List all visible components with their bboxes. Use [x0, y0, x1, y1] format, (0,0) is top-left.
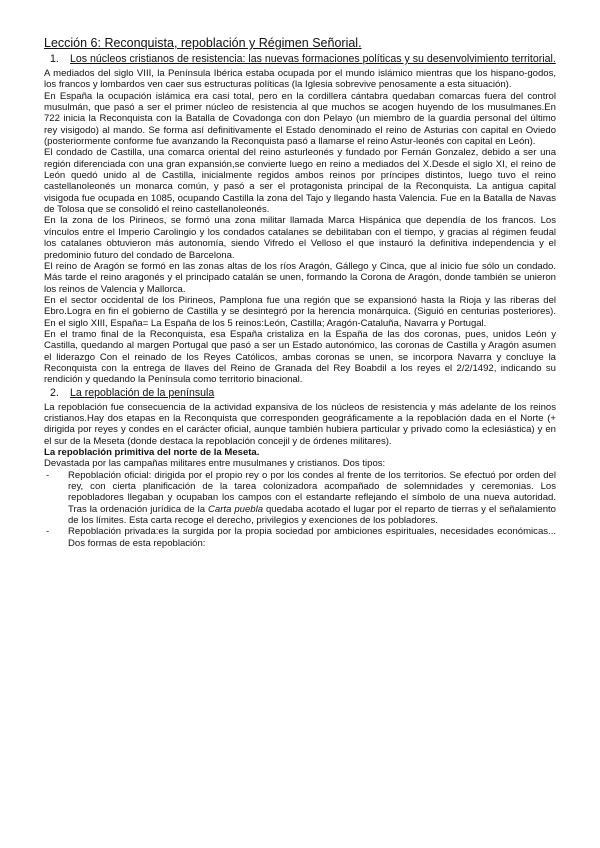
italic-term: Carta puebla	[208, 503, 264, 515]
section-2-number: 2.	[50, 386, 59, 399]
list-item	[44, 526, 556, 549]
list-item	[44, 470, 556, 527]
list-item-text-part: Repoblación privada:es la surgida por la propia sociedad por ambiciones espirituales, necesidades económicas... Dos formas de esta repoblación:	[68, 526, 556, 549]
list-item-text-part: quedaba acotado el lugar por el reparto de tierras y el señalamiento de los límites. Esta carta recoge el derecho, privilegios y exenciones de los pobladores.	[68, 503, 556, 527]
paragraph: En el tramo final de la Reconquista, esa España cristaliza en la España de las dos coronas, pues, unidos León y Castilla, quedando al margen Portugal que pasó a ser un Estado autonómico, las coronas de Castilla y Aragón asumen el liderazgo Con el reinado de los Reyes Católicos, ambas coronas se unen, se incorpora Navarra y concluye la Reconquista con la entrega de llaves del Reino de Granada del Rey Boabdil a los reyes el 2/2/1492, indicando su rendición y quedando la Península como territorio binacional.	[44, 328, 556, 386]
section-1-title: Los núcleos cristianos de resistencia: las nuevas formaciones políticas y su desenvolvimiento territorial.	[70, 53, 556, 65]
document-page	[44, 36, 556, 549]
paragraph: El condado de Castilla, una comarca oriental del reino asturleonés y fundado por Fernán Gonzalez, debido a ser una región diferenciada con una gran expansión,se convierte luego en reino a mediados del X.Desde el siglo XI, el reino de León quedó unido al de Castilla, inicialmente regidos ambos reinos por príncipes distintos, luego tuvo el reino castellanoleonés un monarca común, y pasó a ser el protagonista principal de la Reconquista. La antigua capital visigoda fue ocupada en 1085, ocupando Castilla la zona del Tajo y llegando hasta Valencia. Fue en la Batalla de Navas de Tolosa que se consolidó el reino castellanoleonés.	[44, 147, 556, 216]
list-item-text	[68, 470, 556, 527]
dash-bullet: -	[46, 469, 50, 481]
paragraph: En el sector occidental de los Pirineos, Pamplona fue una región que se expansionó hasta la Rioja y las riberas del Ebro.Logra en fin el gobierno de Castilla y se desintegró por la herencia monárquica. (Siguió en centurias posteriores). En el siglo XIII, España= La España de los 5 reinos:León, Castilla; Aragón-Cataluña, Navarra y Portugal.	[44, 294, 556, 329]
dash-bullet: -	[46, 526, 50, 538]
paragraph: La repoblación fue consecuencia de la actividad expansiva de los núcleos de resistencia y más adelante de los reinos cristianos.Hay dos etapas en la Reconquista que corresponden geográficamente a la repoblación dada en el Norte (+ dirigida por reyes y condes en el carácter oficial, aunque también hubiera particular y privado como la eclesiástica) y en el sur de la Meseta (donde destaca la repoblación concejil y de órdenes militares).	[44, 401, 556, 447]
repoblacion-list	[44, 470, 556, 549]
paragraph: En la zona de los Pirineos, se formó una zona militar llamada Marca Hispánica que dependía de los francos. Los vínculos entre el Imperio Carolingio y los condados catalanes se debilitaban con el tiempo, y gracias al régimen feudal los catalanes obtuvieron más autonomía, siendo Vifredo el Velloso el que instauró la definitiva independencia y el predominio futuro del condado de Barcelona.	[44, 215, 556, 261]
page-title: Lección 6: Reconquista, repoblación y Régimen Señorial.	[44, 36, 362, 50]
paragraph: En España la ocupación islámica era casi total, pero en la cordillera cántabra quedaban comarcas fuera del control musulmán, que pasó a ser el primer núcleo de resistencia al que muchos se acogen huyendo de los musulmanes.En 722 inicia la Reconquista con la Batalla de Covadonga con don Pelayo (un miembro de la guardia personal del último rey visigodo) al mando. Se forma así definitivamente el Estado denominado el reino de Asturias con capital en Oviedo (posteriormente conforme fue avanzando la Reconquista pasó a llamarse el reino Astur-leonés con capital en León).	[44, 90, 556, 148]
section-2-title: La repoblación de la península	[70, 386, 215, 399]
paragraph: Devastada por las campañas militares entre musulmanes y cristianos. Dos tipos:	[44, 458, 386, 470]
section-2-heading	[44, 387, 556, 400]
section-1-number: 1.	[50, 53, 59, 65]
paragraph: A mediados del siglo VIII, la Península Ibérica estaba ocupada por el mundo islámico mientras que los hispano-godos, los francos y lombardos ven caer sus estructuras políticas (la Iglesia sobrevive penosamente a esta situación).	[44, 68, 556, 91]
list-item-text	[68, 526, 556, 549]
paragraph: El reino de Aragón se formó en las zonas altas de los ríos Aragón, Gállego y Cinca, que al inicio fue sólo un condado. Más tarde el reino aragonés y el principado catalán se unen, formando la Corona de Aragón, donde también se unieron los reinos de Valencia y Mallorca.	[44, 260, 556, 295]
subheading: La repoblación primitiva del norte de la Meseta.	[44, 447, 260, 458]
section-1-heading	[44, 53, 556, 66]
list-item-text-part: Repoblación oficial: dirigida por el propio rey o por los condes al frente de los territorios. Se efectuó por orden del rey, con cierta planificación de la tarea colonizadora acompañado de solemnidades y ceremonias. Los repobladores llegaban y ocupaban los campos con el estandarte reflejando el símbolo de una nueva autoridad. Tras la ordenación jurídica de la	[68, 469, 556, 515]
